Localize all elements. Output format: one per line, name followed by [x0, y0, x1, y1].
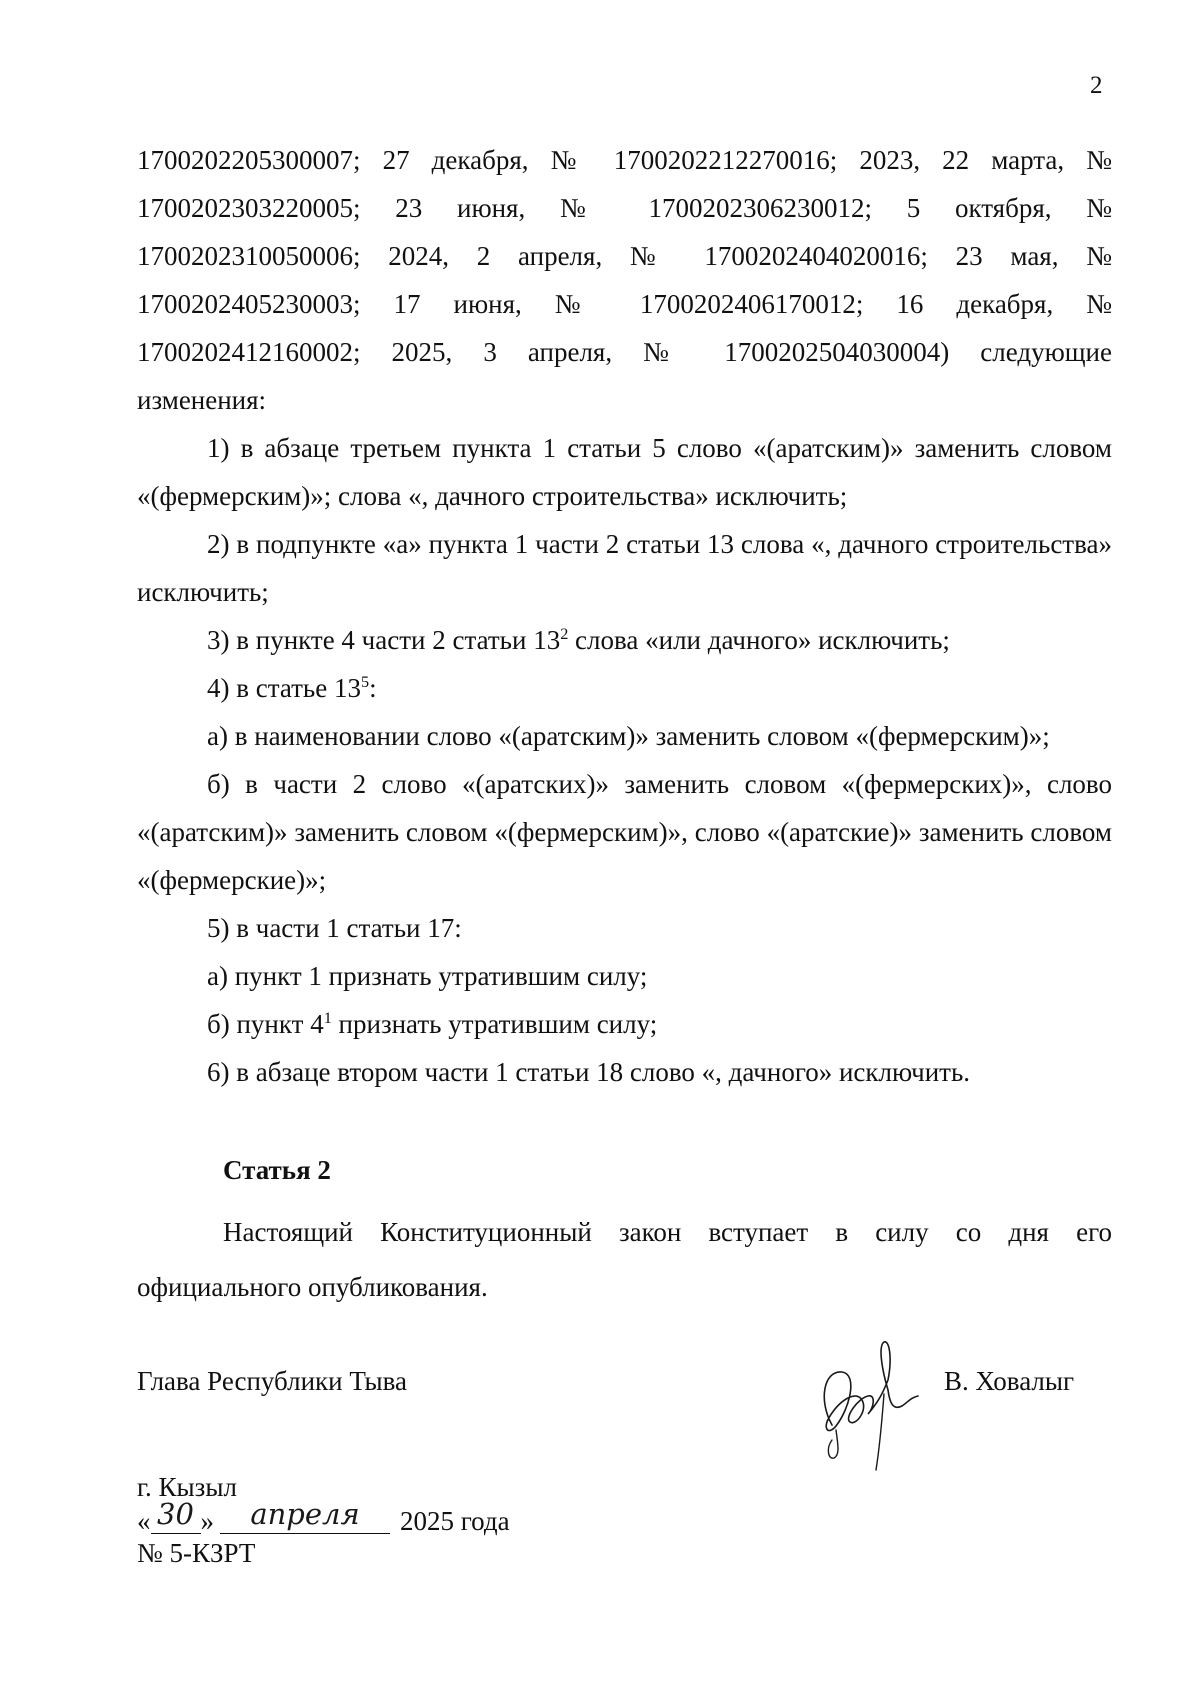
text-line-3: 1700202310050006; 2024, 2 апреля, № 1700202404020016; 23 мая, № [137, 241, 1112, 271]
date-year: 2025 года [400, 1506, 510, 1536]
amendment-item-4-text: 4) в статье 13 [207, 673, 361, 703]
amendment-item-5b [137, 1000, 1112, 1048]
amendment-item-5a: а) пункт 1 признать утратившим силу; [207, 961, 648, 991]
text-line-1: 1700202205300007; 27 декабря, № 1700202212270016; 2023, 22 марта, № [137, 145, 1112, 175]
amendment-item-4b: б) в части 2 слово «(аратских)» заменить словом «(фермерских)», слово «(аратским)» заменить словом «(фермерским)», слово «(аратские)» заменить словом «(фермерские)»; [137, 769, 1112, 895]
date-day: 30 [157, 1497, 194, 1531]
quote-open: « [137, 1506, 151, 1536]
amendment-item-5b-text: б) пункт 4 [207, 1009, 324, 1039]
place-of-signing: г. Кызыл [137, 1472, 237, 1502]
text-line-5: 1700202412160002; 2025, 3 апреля, № 1700202504030004) следующие [137, 337, 1112, 367]
article-2-heading: Статья 2 [223, 1155, 331, 1185]
amendment-item-1: 1) в абзаце третьем пункта 1 статьи 5 слово «(аратским)» заменить словом «(фермерским)»; слова «, дачного строительства» исключить; [137, 433, 1112, 511]
amendment-item-3-suffix: слова «или дачного» исключить; [568, 625, 950, 655]
amendment-item-5: 5) в части 1 статьи 17: [207, 913, 462, 943]
amendment-item-5b-suffix: признать утратившим силу; [331, 1009, 658, 1039]
signatory-title: Глава Республики Тыва [137, 1366, 408, 1396]
text-line-4: 1700202405230003; 17 июня, № 1700202406170012; 16 декабря, № [137, 289, 1112, 319]
amendment-item-2: 2) в подпункте «а» пункта 1 части 2 статьи 13 слова «, дачного строительства» исключить; [137, 529, 1112, 607]
article-2-text [137, 1205, 1112, 1315]
amendment-item-4 [137, 664, 1112, 712]
date-month: апреля [250, 1497, 360, 1531]
superscript: 1 [323, 1009, 332, 1027]
amendment-item-3 [137, 616, 1112, 664]
signatory-name: В. Ховалыг [944, 1366, 1075, 1396]
handwritten-signature [810, 1330, 935, 1480]
amendment-item-4a: а) в наименовании слово «(аратским)» заменить словом «(фермерским)»; [207, 721, 1050, 751]
text-line-6: изменения: [137, 385, 267, 415]
amendment-item-4-suffix: : [369, 673, 377, 703]
amendment-item-3-text: 3) в пункте 4 части 2 статьи 13 [207, 625, 561, 655]
amendments-text [137, 136, 1112, 1096]
date-day-blank [151, 1497, 201, 1534]
date-month-blank [220, 1497, 390, 1534]
text-line-2: 1700202303220005; 23 июня, № 1700202306230012; 5 октября, № [137, 193, 1112, 223]
quote-close: » [200, 1506, 214, 1536]
page-number: 2 [1090, 72, 1103, 99]
superscript: 2 [560, 625, 569, 643]
signing-date [137, 1497, 510, 1537]
superscript: 5 [360, 673, 370, 691]
article-2-paragraph: Настоящий Конституционный закон вступает в силу со дня его официального опубликования. [137, 1217, 1112, 1302]
amendment-item-6: 6) в абзаце втором части 1 статьи 18 слово «, дачного» исключить. [207, 1057, 971, 1087]
law-number: № 5-КЗРТ [137, 1538, 256, 1568]
